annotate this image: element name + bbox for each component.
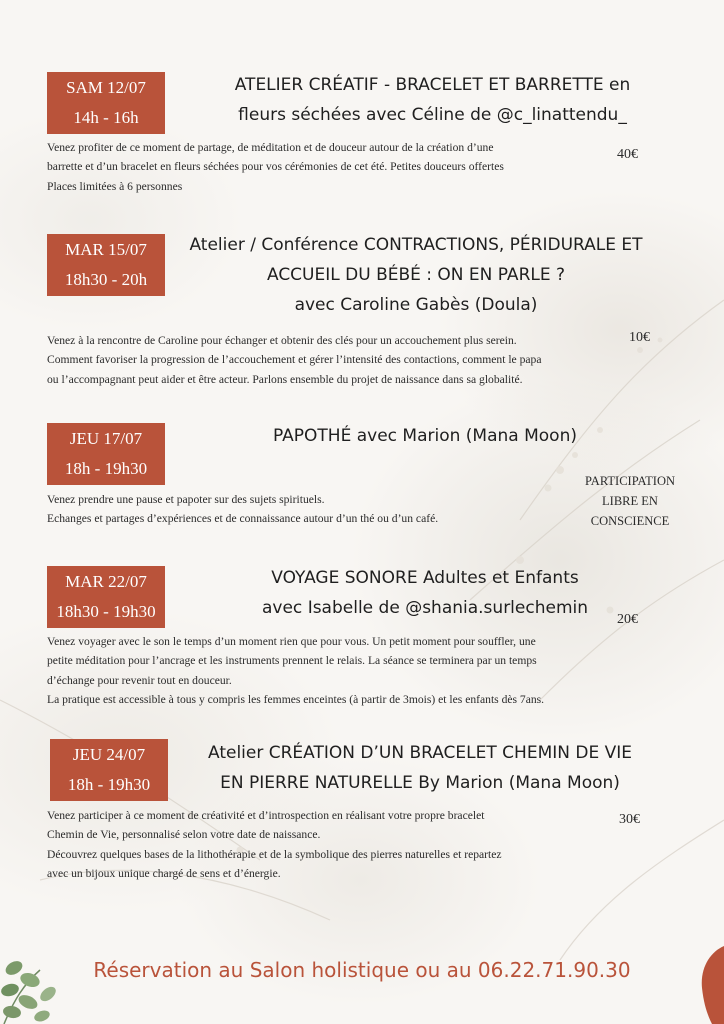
event-title [205, 563, 645, 623]
event-time: 14h - 16h [73, 108, 139, 127]
event-description-line: Places limitées à 6 personnes [47, 179, 183, 193]
event-title-line: VOYAGE SONORE Adultes et Enfants [271, 568, 579, 588]
event-date: SAM 12/07 [66, 78, 146, 97]
event-description-line: Venez profiter de ce moment de partage, de méditation et de douceur autour de la création d’une [47, 141, 494, 154]
event-price: 30€ [619, 812, 640, 827]
event-description-line: Venez à la rencontre de Caroline pour échanger et obtenir des clés pour un accouchement plus serein. [47, 334, 517, 347]
event-date-badge [47, 72, 165, 134]
eucalyptus-leaves-icon [0, 950, 80, 1024]
event-description-line: Echanges et partages d’expériences et de connaissance autour d’un thé ou d’un café. [47, 512, 439, 526]
event-price: 40€ [617, 147, 638, 162]
event-price-line: CONSCIENCE [590, 514, 670, 528]
reservation-footer: Réservation au Salon holistique ou au 06.22.71.90.30 [93, 958, 631, 982]
event-description-line: Venez participer à ce moment de créativité et d’introspection en réalisant votre propre bracelet [47, 809, 485, 822]
event-time: 18h - 19h30 [64, 459, 148, 478]
event-title [185, 738, 655, 798]
event-description-line: avec un bijoux unique chargé de sens et d’énergie. [47, 866, 281, 880]
event-description [47, 490, 438, 529]
event-title-line: avec Isabelle de @shania.surlechemin [262, 598, 588, 618]
event-title-line: Atelier CRÉATION D’UN BRACELET CHEMIN DE VIE [208, 743, 632, 763]
event-description-line: Venez prendre une pause et papoter sur des sujets spirituels. [47, 493, 325, 506]
event-title-line: PAPOTHÉ avec Marion (Mana Moon) [273, 426, 577, 446]
event-date: JEU 17/07 [69, 429, 143, 448]
event-time: 18h - 19h30 [67, 775, 151, 794]
event-title [205, 421, 645, 451]
event-title-line: EN PIERRE NATURELLE By Marion (Mana Moon) [220, 773, 620, 793]
event-title [172, 230, 660, 320]
event-title-line: avec Caroline Gabès (Doula) [294, 295, 538, 315]
event-description-line: petite méditation pour l’ancrage et les instruments prennent le relais. La séance se terminera par un temps [47, 654, 537, 668]
event-description [47, 331, 542, 389]
event-price-line: LIBRE EN [602, 494, 658, 508]
event-date-badge [47, 423, 165, 485]
corner-blob-icon [698, 946, 724, 1024]
event-description-line: d’échange pour revenir tout en douceur. [47, 673, 232, 687]
event-description-line: Chemin de Vie, personnalisé selon votre date de naissance. [47, 828, 321, 842]
event-price: 10€ [629, 330, 650, 345]
event-description-line: ou l’accompagnant peut aider et être acteur. Parlons ensemble du projet de naissance dans sa globalité. [47, 372, 523, 386]
event-date: MAR 15/07 [65, 240, 147, 259]
event-title-line: ACCUEIL DU BÉBÉ : ON EN PARLE ? [266, 265, 566, 285]
event-description-line: Venez voyager avec le son le temps d’un moment rien que pour vous. Un petit moment pour souffler, une [47, 635, 536, 648]
event-title-line: fleurs séchées avec Céline de @c_linattendu_ [238, 105, 627, 125]
event-title-line: ATELIER CRÉATIF - BRACELET ET BARRETTE en [234, 75, 631, 95]
event-description-line: Comment favoriser la progression de l’accouchement et gérer l’intensité des contactions, comment le papa [47, 353, 542, 367]
event-price [575, 471, 685, 531]
event-description-line: Découvrez quelques bases de la lithothérapie et de la symbolique des pierres naturelles et repartez [47, 847, 502, 861]
event-date-badge [50, 739, 168, 801]
event-date-badge [47, 566, 165, 628]
event-price-line: PARTICIPATION [584, 474, 675, 488]
event-date-badge [47, 234, 165, 296]
event-description [47, 806, 502, 883]
event-description-line: barrette et d’un bracelet en fleurs séchées pour vos cérémonies de cet été. Petites douceurs offertes [47, 160, 504, 174]
event-title [205, 70, 660, 130]
event-description [47, 632, 544, 709]
event-description-line: La pratique est accessible à tous y compris les femmes enceintes (à partir de 3mois) et les enfants dès 7ans. [47, 692, 545, 706]
event-title-line: Atelier / Conférence CONTRACTIONS, PÉRIDURALE ET [189, 235, 643, 255]
event-date: JEU 24/07 [72, 745, 146, 764]
event-time: 18h30 - 20h [64, 270, 148, 289]
event-price: 20€ [617, 612, 638, 627]
event-description [47, 138, 504, 196]
event-time: 18h30 - 19h30 [56, 602, 156, 621]
event-date: MAR 22/07 [65, 572, 147, 591]
